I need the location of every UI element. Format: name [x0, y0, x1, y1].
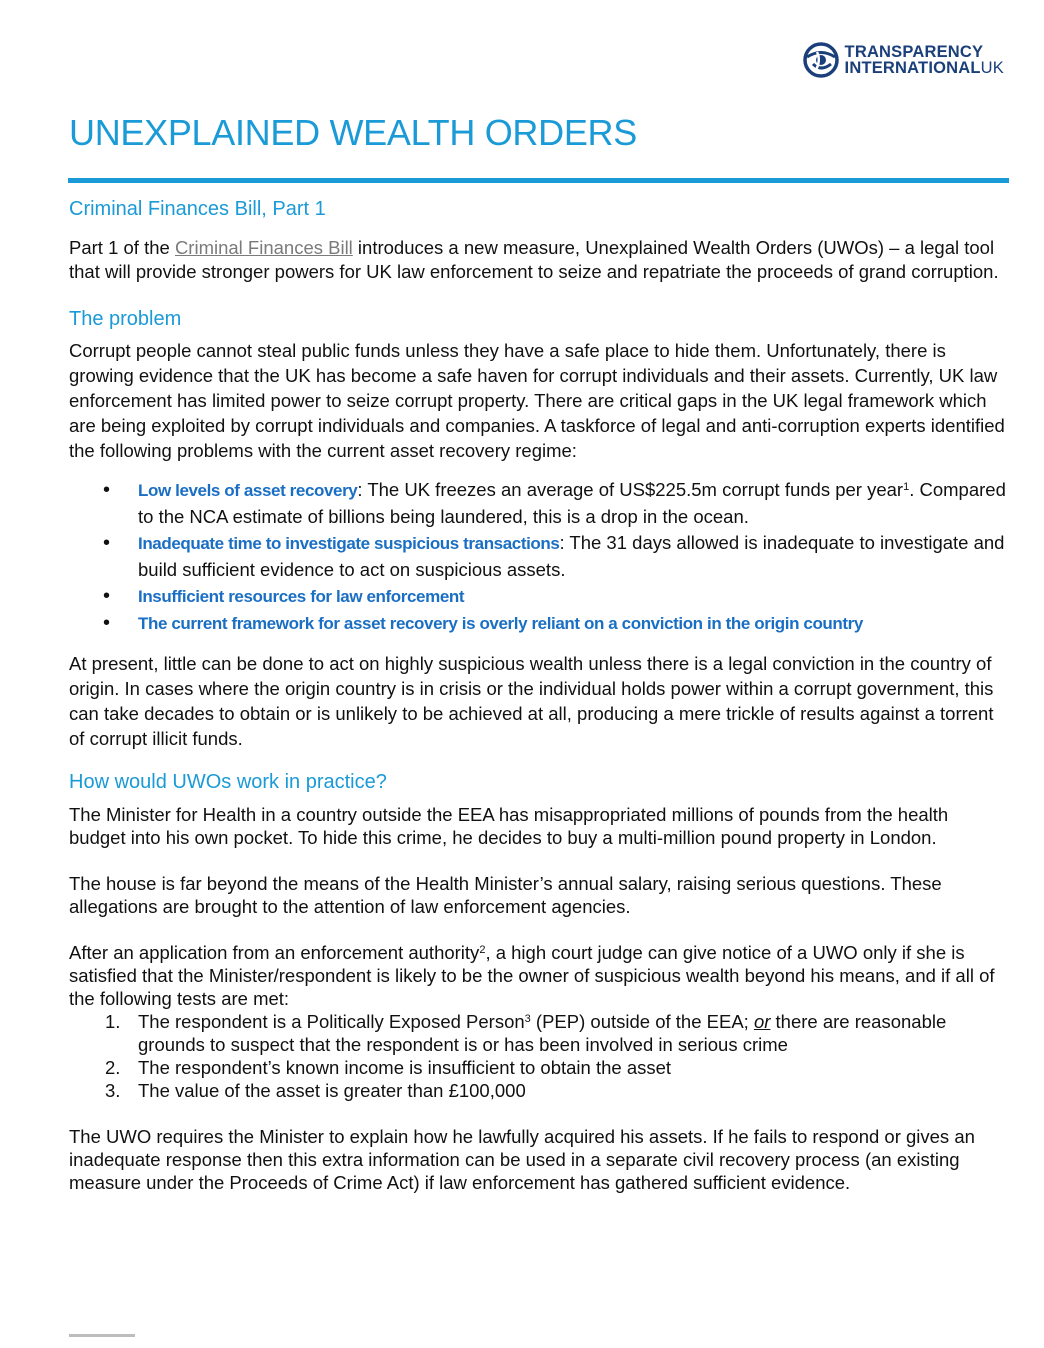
criminal-finances-bill-link[interactable]: Criminal Finances Bill [174, 237, 353, 258]
title-rule [68, 178, 1009, 183]
p3-text-after: , a high court judge can give notice of a UWO only if she is satisfied that the Minister/respondent is likely to be the owner of suspicious wealth beyond his means, and if all of the following tests are met: [69, 942, 995, 1009]
subtitle: Criminal Finances Bill, Part 1 [69, 198, 326, 220]
list-item [69, 477, 1009, 530]
practice-paragraph-2: The house is far beyond the means of the Health Minister’s annual salary, raising serious questions. These allegations are brought to the attention of law enforcement agencies. [69, 873, 942, 917]
p3-text-before: After an application from an enforcement authority [69, 942, 480, 963]
bullet-label: Inadequate time to investigate suspicious transactions [138, 534, 560, 553]
logo-line2: INTERNATIONAL [844, 59, 981, 77]
bullet-label: Low levels of asset recovery [138, 481, 358, 500]
footnote-ref: 3 [524, 1013, 531, 1025]
bullet-text: : The 31 days allowed is inadequate to investigate and build sufficient evidence to act on suspicious assets. [138, 532, 1005, 580]
problem-list [69, 477, 1009, 637]
test-text-c: there are reasonable grounds to suspect that the respondent is or has been involved in serious crime [138, 1011, 947, 1055]
document-body [69, 194, 1009, 1194]
problem-paragraph: Corrupt people cannot steal public funds unless they have a safe place to hide them. Unfortunately, there is growing evidence that the UK has become a safe haven for corrupt individuals and their assets. Currently, UK law enforcement has limited power to seize corrupt property. There are critical gaps in the UK legal framework which are being exploited by corrupt individuals and companies. A taskforce of legal and anti-corruption experts identified the following problems with the current asset recovery regime: [69, 340, 1005, 461]
list-number: 1. [105, 1011, 121, 1032]
page-title: UNEXPLAINED WEALTH ORDERS [69, 112, 637, 153]
practice-paragraph-3 [69, 941, 1009, 1010]
intro-text-before: Part 1 of the [69, 237, 175, 258]
tests-list [69, 1010, 1009, 1102]
footnote-separator [69, 1334, 135, 1337]
list-number: 2. [105, 1057, 121, 1078]
ti-uk-logo [803, 42, 1004, 78]
practice-paragraph-1: The Minister for Health in a country outside the EEA has misappropriated millions of pounds from the health budget into his own pocket. To hide this crime, he decides to buy a multi-million pound property in London. [69, 804, 949, 848]
test-text: The value of the asset is greater than £100,000 [138, 1080, 526, 1101]
bullet-text: : The UK freezes an average of US$225.5m corrupt funds per year [357, 479, 904, 500]
bullet-label: Insufficient resources for law enforcement [138, 587, 465, 606]
problem-heading: The problem [69, 308, 182, 330]
test-emphasis: or [753, 1011, 771, 1032]
present-paragraph: At present, little can be done to act on highly suspicious wealth unless there is a legal conviction in the country of origin. In cases where the origin country is in crisis or the individual holds power within a corrupt government, this can take decades to obtain or is unlikely to be achieved at all, producing a mere trickle of results against a torrent of corrupt illicit funds. [69, 653, 994, 749]
test-text: The respondent’s known income is insufficient to obtain the asset [138, 1057, 672, 1078]
logo-suffix: UK [980, 59, 1004, 77]
list-item [69, 610, 1009, 637]
list-item [69, 1010, 1009, 1056]
list-item [69, 583, 1009, 610]
list-number: 3. [105, 1080, 121, 1101]
bullet-text-after: . Compared to the NCA estimate of billions being laundered, this is a drop in the ocean. [138, 479, 1006, 527]
footnote-ref: 1 [903, 481, 910, 493]
ti-globe-icon [803, 42, 839, 78]
test-text: The respondent is a Politically Exposed Person [138, 1011, 525, 1032]
bullet-label: The current framework for asset recovery is overly reliant on a conviction in the origin country [138, 614, 863, 633]
list-item [69, 530, 1009, 583]
practice-paragraph-4: The UWO requires the Minister to explain how he lawfully acquired his assets. If he fails to respond or gives an inadequate response then this extra information can be used in a separate civil recovery process (an existing measure under the Proceeds of Crime Act) if law enforcement has gathered sufficient evidence. [69, 1126, 975, 1193]
list-item [69, 1056, 1009, 1079]
practice-heading: How would UWOs work in practice? [69, 771, 387, 793]
footnote-ref: 2 [479, 944, 486, 956]
test-text-b: (PEP) outside of the EEA; [530, 1011, 754, 1032]
intro-text-after: introduces a new measure, Unexplained Wealth Orders (UWOs) – a legal tool that will provide stronger powers for UK law enforcement to seize and repatriate the proceeds of grand corruption. [69, 237, 999, 282]
list-item [69, 1079, 1009, 1102]
logo-line1: TRANSPARENCY [844, 43, 984, 61]
intro-paragraph [69, 236, 1009, 284]
